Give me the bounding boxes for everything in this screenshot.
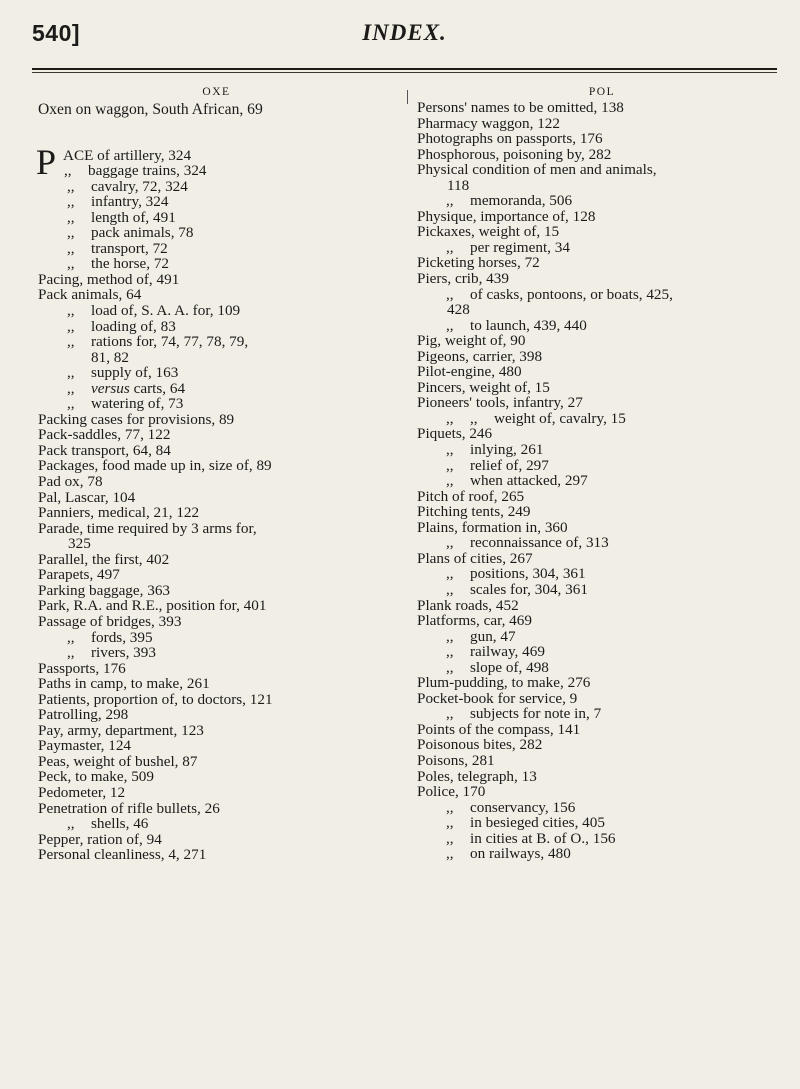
index-entry: Pay, army, department, 123 <box>38 721 204 739</box>
index-entry: Penetration of rifle bullets, 26 <box>38 799 220 817</box>
index-subentry: ,, scales for, 304, 361 <box>446 580 588 598</box>
index-entry: Pigeons, carrier, 398 <box>417 347 543 365</box>
index-entry: Pal, Lascar, 104 <box>38 488 136 506</box>
index-entry: Patients, proportion of, to doctors, 121 <box>38 690 273 708</box>
index-entry: Picketing horses, 72 <box>417 254 540 272</box>
index-subentry: ,, in besieged cities, 405 <box>446 814 605 832</box>
running-title: INDEX. <box>362 20 447 45</box>
index-subentry: ,, baggage trains, 324 <box>64 162 207 180</box>
index-entry: Pack-saddles, 77, 122 <box>38 426 171 444</box>
index-subentry: ,, slope of, 498 <box>446 658 549 676</box>
index-entry: Piers, crib, 439 <box>417 270 509 288</box>
index-subentry: ,, infantry, 324 <box>67 193 169 211</box>
drop-cap: P <box>36 141 57 182</box>
index-entry: Physique, importance of, 128 <box>417 207 596 225</box>
guide-word-left: OXE <box>202 86 231 98</box>
index-entry: Parking baggage, 363 <box>38 581 171 599</box>
index-entry-continued: 428 <box>447 301 470 319</box>
index-subentry: ,, on railways, 480 <box>446 845 571 863</box>
guide-word-right: POL <box>588 86 616 98</box>
index-entry: Poisons, 281 <box>417 751 495 769</box>
index-subentry: ,, gun, 47 <box>446 627 516 645</box>
index-entry: Pioneers' tools, infantry, 27 <box>417 394 583 412</box>
left-column <box>38 84 395 863</box>
index-subentry: ,, reconnaissance of, 313 <box>446 534 609 552</box>
index-entry: Plank roads, 452 <box>417 596 519 614</box>
index-entry: Poisonous bites, 282 <box>417 736 543 754</box>
index-subentry: ,, of casks, pontoons, or boats, 425, <box>446 285 673 303</box>
index-subentry: ,, pack animals, 78 <box>67 224 194 242</box>
index-entry: Peck, to make, 509 <box>38 768 154 786</box>
right-column <box>417 84 787 862</box>
index-subentry: ,, memoranda, 506 <box>446 192 573 210</box>
index-entry: Parallel, the first, 402 <box>38 550 170 568</box>
index-subentry: ,, ,, weight of, cavalry, 15 <box>446 409 626 427</box>
index-entry: Physical condition of men and animals, <box>417 161 657 179</box>
index-entry: Packages, food made up in, size of, 89 <box>38 457 272 475</box>
index-entry: Paymaster, 124 <box>38 737 132 755</box>
index-entry: Passage of bridges, 393 <box>38 612 182 630</box>
page-number: 540] <box>32 20 81 46</box>
index-subentry: ,, subjects for note in, 7 <box>446 705 602 723</box>
index-subentry: ,, to launch, 439, 440 <box>446 316 587 334</box>
index-subentry: ,, per regiment, 34 <box>446 238 570 256</box>
index-entry: Photographs on passports, 176 <box>417 130 603 148</box>
index-subentry: ,, rivers, 393 <box>67 644 156 662</box>
header-rule <box>32 68 777 70</box>
index-entry: Poles, telegraph, 13 <box>417 767 537 785</box>
index-subentry: ,, fords, 395 <box>67 628 153 646</box>
index-entry: Oxen on waggon, South African, 69 <box>38 101 263 118</box>
index-subentry: ,, versus carts, 64 <box>67 379 186 397</box>
column-divider <box>407 90 408 104</box>
index-subentry: ,, in cities at B. of O., 156 <box>446 829 616 847</box>
index-entry: Passports, 176 <box>38 659 126 677</box>
index-entry: Parapets, 497 <box>38 566 120 584</box>
index-entry: Plum-pudding, to make, 276 <box>417 674 591 692</box>
index-entry: Plans of cities, 267 <box>417 549 533 567</box>
index-entry: Patrolling, 298 <box>38 706 129 724</box>
index-entry: Packing cases for provisions, 89 <box>38 410 235 428</box>
index-entry: Police, 170 <box>417 783 486 801</box>
index-entry: Phosphorous, poisoning by, 282 <box>417 145 612 163</box>
index-subentry: ,, transport, 72 <box>67 239 168 257</box>
index-subentry: ,, relief of, 297 <box>446 456 549 474</box>
index-entry: Pedometer, 12 <box>38 783 126 801</box>
index-entry: Pincers, weight of, 15 <box>417 378 550 396</box>
index-entry: Pad ox, 78 <box>38 473 103 491</box>
index-entry: Points of the compass, 141 <box>417 720 581 738</box>
index-subentry: ,, rations for, 74, 77, 78, 79, <box>67 333 249 351</box>
index-entry: Plains, formation in, 360 <box>417 518 568 536</box>
index-entry: Panniers, medical, 21, 122 <box>38 504 200 522</box>
index-entry: Pitch of roof, 265 <box>417 487 525 505</box>
index-entry: Pack transport, 64, 84 <box>38 441 171 459</box>
index-subentry-continued: 81, 82 <box>91 348 129 366</box>
index-entry: Pacing, method of, 491 <box>38 270 180 288</box>
index-entry: Pharmacy waggon, 122 <box>417 114 560 132</box>
index-subentry: ,, length of, 491 <box>67 208 176 226</box>
index-entry: Piquets, 246 <box>417 425 493 443</box>
index-subentry: ,, inlying, 261 <box>446 441 544 459</box>
index-subentry: ,, the horse, 72 <box>67 255 170 273</box>
index-entry: Persons' names to be omitted, 138 <box>417 99 624 116</box>
index-entry: ACE of artillery, 324 <box>63 146 192 164</box>
index-entry: Pocket-book for service, 9 <box>417 689 578 707</box>
index-subentry: ,, positions, 304, 361 <box>446 565 586 583</box>
index-entry: Park, R.A. and R.E., position for, 401 <box>38 597 267 615</box>
index-subentry: ,, watering of, 73 <box>67 395 184 413</box>
index-entry: Pig, weight of, 90 <box>417 332 526 350</box>
index-entry: Pack animals, 64 <box>38 286 142 304</box>
index-entry: Parade, time required by 3 arms for, <box>38 519 257 537</box>
index-subentry: ,, supply of, 163 <box>67 364 179 382</box>
index-subentry: ,, load of, S. A. A. for, 109 <box>67 302 241 320</box>
entry-group-pace <box>36 141 395 273</box>
index-subentry: ,, shells, 46 <box>67 815 149 833</box>
index-entry: Peas, weight of bushel, 87 <box>38 752 198 770</box>
index-subentry: ,, conservancy, 156 <box>446 798 576 816</box>
index-entry: Platforms, car, 469 <box>417 612 532 630</box>
index-entry: Pickaxes, weight of, 15 <box>417 223 560 241</box>
index-entry: Pepper, ration of, 94 <box>38 830 162 848</box>
index-entry: Pitching tents, 249 <box>417 503 531 521</box>
index-subentry: ,, cavalry, 72, 324 <box>67 177 188 195</box>
index-entry-continued: 325 <box>68 535 91 553</box>
page-header <box>32 18 777 62</box>
index-subentry: ,, loading of, 83 <box>67 317 176 335</box>
index-entry-continued: 118 <box>447 176 470 194</box>
index-subentry: ,, railway, 469 <box>446 643 545 661</box>
index-entry: Pilot-engine, 480 <box>417 363 522 381</box>
index-entry: Paths in camp, to make, 261 <box>38 675 210 693</box>
index-subentry: ,, when attacked, 297 <box>446 472 588 490</box>
header-rule-thin <box>32 72 777 73</box>
index-entry: Personal cleanliness, 4, 271 <box>38 846 207 864</box>
